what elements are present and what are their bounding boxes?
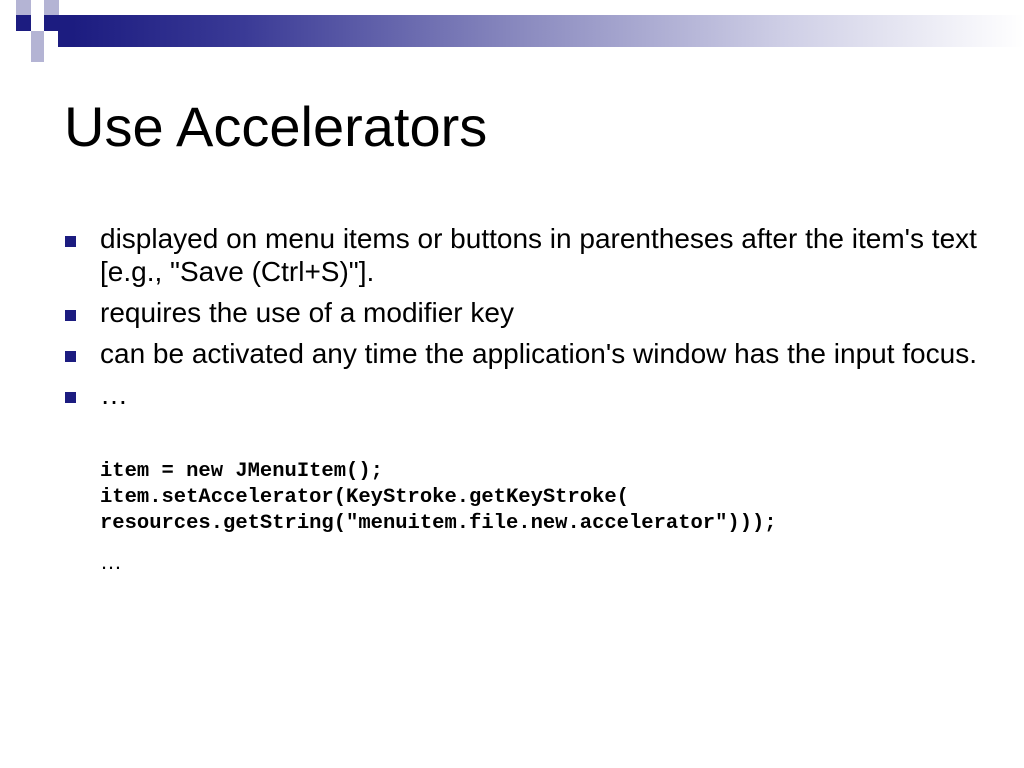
- bullet-text: …: [100, 379, 128, 410]
- bullet-item: [100, 337, 980, 370]
- trailing-ellipsis: …: [100, 549, 122, 574]
- code-line: resources.getString("menuitem.file.new.accelerator")));: [100, 512, 777, 535]
- decor-square: [0, 15, 16, 31]
- slide-title: Use Accelerators: [64, 95, 488, 158]
- header-gradient-bar: [72, 15, 1024, 47]
- bullet-text: displayed on menu items or buttons in parentheses after the item's text [e.g., "Save (Ctrl+S)"].: [100, 223, 977, 287]
- bullet-item: [100, 378, 980, 411]
- bullet-item: [100, 296, 980, 329]
- square-bullet-icon: [65, 351, 76, 362]
- decor-square: [31, 47, 44, 62]
- square-bullet-icon: [65, 392, 76, 403]
- bullet-text: can be activated any time the application's window has the input focus.: [100, 338, 977, 369]
- decor-square: [44, 15, 72, 31]
- decor-square: [16, 0, 31, 15]
- code-block: [100, 459, 777, 537]
- header-decoration: [0, 0, 1024, 62]
- bullet-item: [100, 222, 980, 288]
- decor-square: [16, 15, 31, 31]
- square-bullet-icon: [65, 310, 76, 321]
- decor-square: [31, 31, 44, 47]
- decor-square: [58, 31, 72, 47]
- bullet-list: [100, 222, 980, 419]
- decor-square: [0, 0, 16, 15]
- bullet-text: requires the use of a modifier key: [100, 297, 514, 328]
- code-line: item = new JMenuItem();: [100, 460, 383, 483]
- square-bullet-icon: [65, 236, 76, 247]
- decor-square: [44, 0, 59, 15]
- code-line: item.setAccelerator(KeyStroke.getKeyStroke(: [100, 486, 629, 509]
